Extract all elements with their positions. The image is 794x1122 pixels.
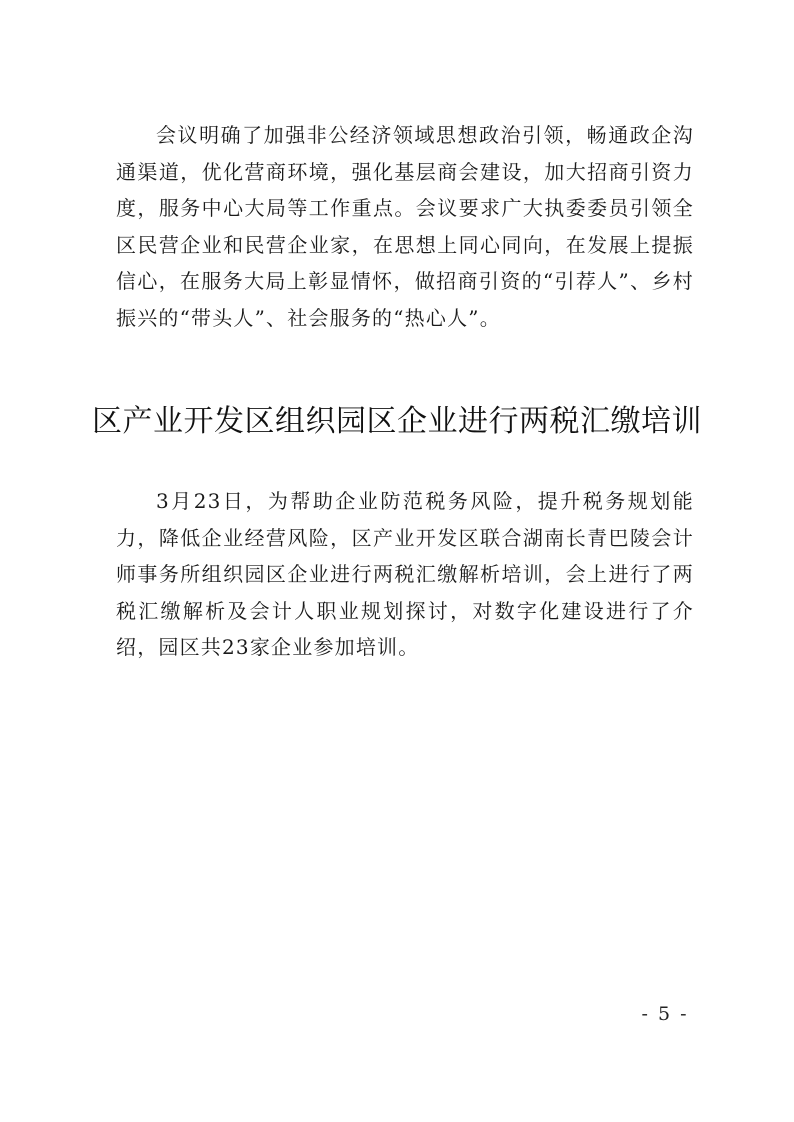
body-paragraph-training: 3月23日，为帮助企业防范税务风险，提升税务规划能力，降低企业经营风险，区产业开发区联合湖南长青巴陵会计师事务所组织园区企业进行两税汇缴解析培训，会上进行了两税汇缴解析及会计人职业规划探讨，对数字化建设进行了介绍，园区共23家企业参加培训。 xyxy=(116,489,694,659)
page-number: - 5 - xyxy=(641,1003,689,1025)
section-heading: 区产业开发区组织园区企业进行两税汇缴培训 xyxy=(92,404,702,439)
body-paragraph-meeting: 会议明确了加强非公经济领域思想政治引领，畅通政企沟通渠道，优化营商环境，强化基层商会建设，加大招商引资力度，服务中心大局等工作重点。会议要求广大执委委员引领全区民营企业和民营企业家，在思想上同心同向，在发展上提振信心，在服务大局上彰显情怀，做招商引资的“引荐人”、乡村振兴的“带头人”、社会服务的“热心人”。 xyxy=(116,123,694,330)
